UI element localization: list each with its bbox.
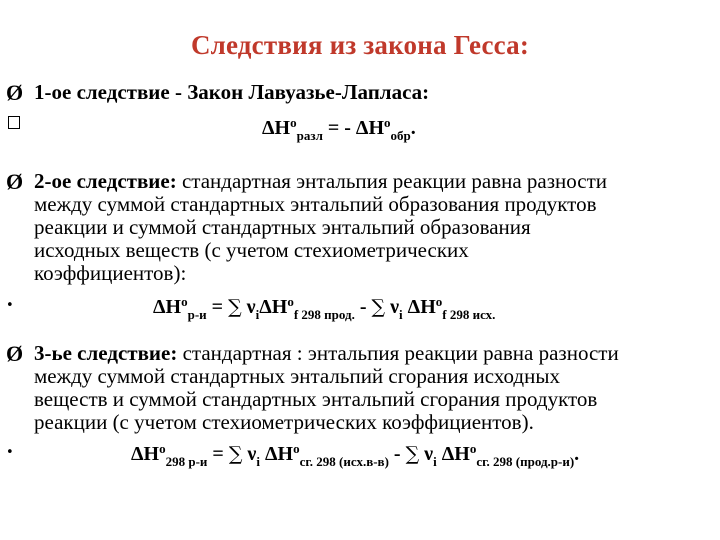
third-consequence-label: 3-ье следствие: — [34, 341, 178, 365]
text-line: коэффициентов): — [34, 261, 187, 285]
text-line: веществ и суммой стандартных энтальпий сгорания продуктов — [34, 387, 598, 411]
text-line: между суммой стандартных энтальпий сгорания исходных — [34, 364, 560, 388]
slide-title: Следствия из закона Гесса: — [190, 30, 530, 60]
dot-bullet-icon: • — [6, 298, 14, 313]
checkbox-icon — [8, 116, 20, 129]
first-consequence-label: 1-ое следствие - Закон Лавуазье-Лапласа: — [34, 80, 430, 104]
first-formula: $\Delta Н^о_{разл}$ = - $\Delta Н^о_{обр}$. — [262, 115, 416, 143]
text-line: между суммой стандартных энтальпий образования продуктов — [34, 192, 597, 216]
second-consequence-label: 2-ое следствие: — [34, 169, 177, 193]
arrow-bullet-icon: Ø — [6, 341, 24, 366]
dot-bullet-icon: • — [6, 445, 14, 460]
second-consequence-text — [34, 170, 708, 285]
text-line: стандартная энтальпия реакции равна разности — [181, 169, 608, 193]
text-line: реакции и суммой стандартных энтальпий образования — [34, 215, 531, 239]
text-line: реакции (с учетом стехиометрических коэффициентов). — [34, 410, 534, 434]
third-formula: $\Delta Н^о_{298 р-и}$ = ∑ $\nu_i$ $\Delta Н^о_{сг. 298 (исх.в-в)}$ - ∑ $\nu_i$ $\Delta Н^о_{сг. 298 (прод.р-и)}$. — [131, 441, 580, 469]
arrow-bullet-icon: Ø — [6, 80, 24, 105]
third-consequence-text — [34, 342, 708, 434]
text-line: стандартная : энтальпия реакции равна разности — [182, 341, 619, 365]
arrow-bullet-icon: Ø — [6, 169, 24, 194]
second-formula: $\Delta Н^о_{р-и}$ = ∑ $\nu_i\Delta Н^о_{f 298 прод.}$ - ∑ $\nu_i$ $\Delta Н^о_{f 298 исх.}$ — [153, 294, 496, 322]
text-line: исходных веществ (с учетом стехиометрических — [34, 238, 469, 262]
